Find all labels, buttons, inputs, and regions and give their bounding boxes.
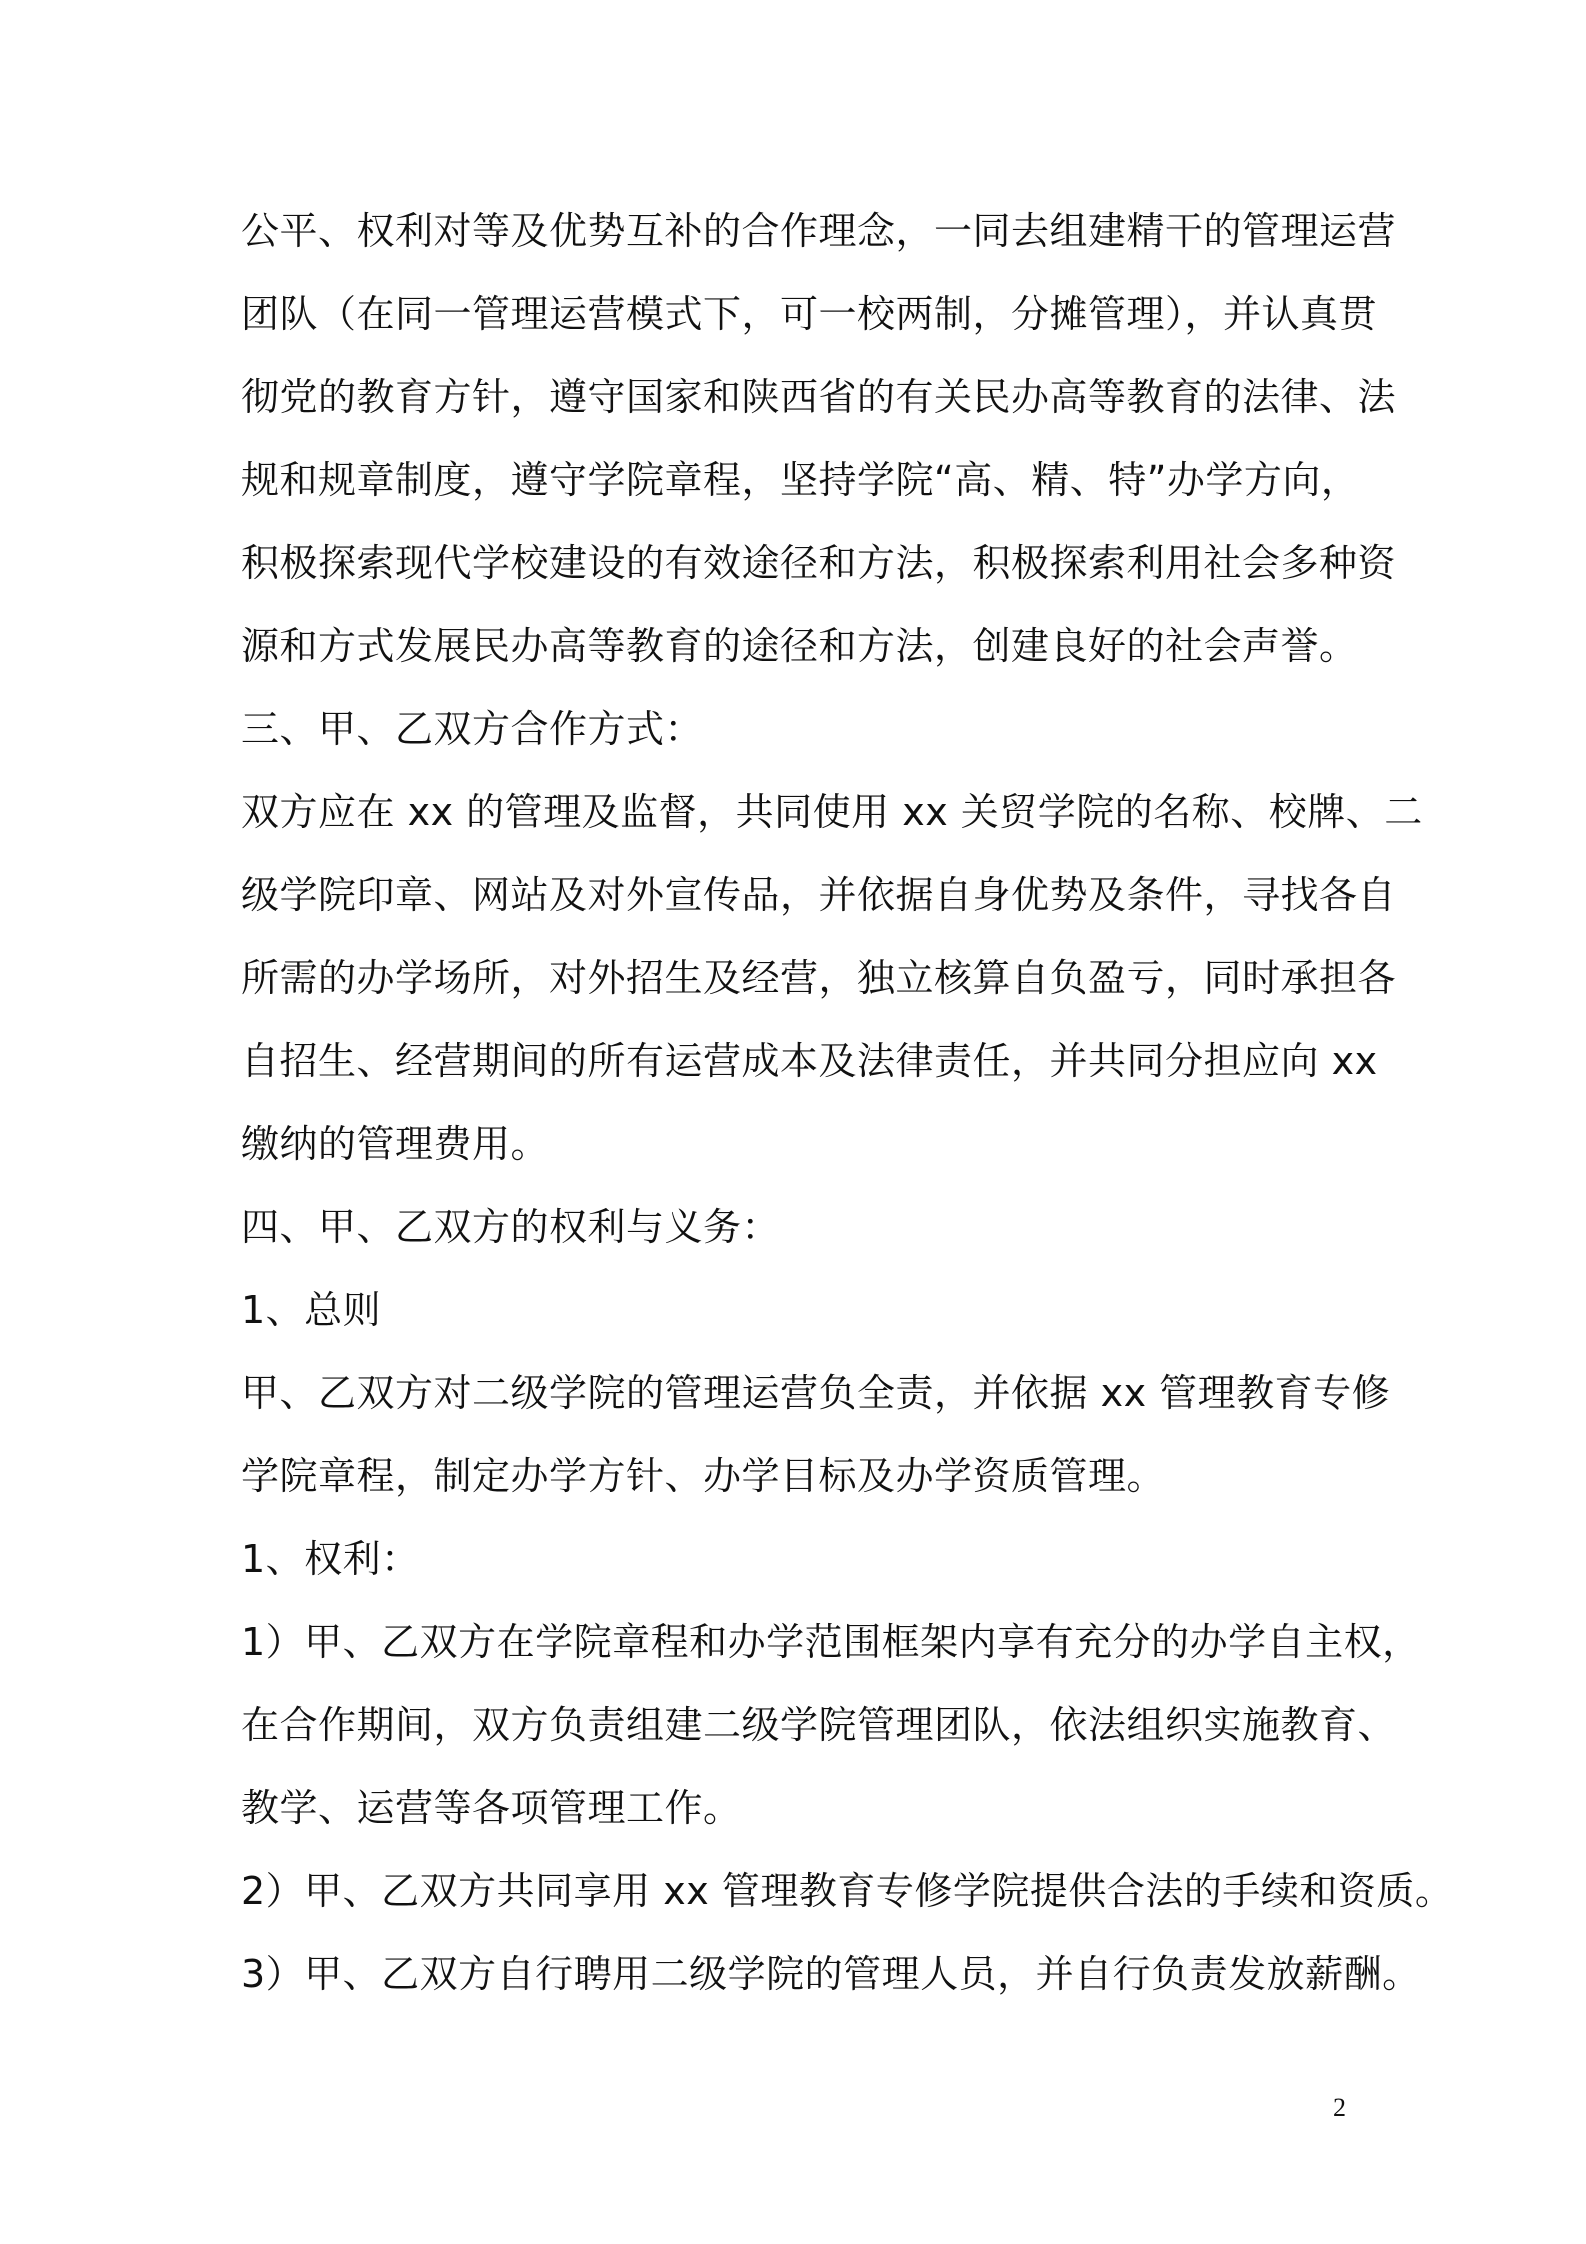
text-line: 甲、乙双方对二级学院的管理运营负全责，并依据 xx 管理教育专修: [241, 1371, 1391, 1415]
section-heading: 三、甲、乙双方合作方式：: [241, 707, 704, 751]
text-line: 所需的办学场所，对外招生及经营，独立核算自负盈亏，同时承担各: [241, 956, 1397, 1000]
text-line: 源和方式发展民办高等教育的途径和方法，创建良好的社会声誉。: [241, 624, 1358, 668]
text-line: 公平、权利对等及优势互补的合作理念，一同去组建精干的管理运营: [241, 209, 1397, 253]
text-line: 彻党的教育方针，遵守国家和陕西省的有关民办高等教育的法律、法: [241, 375, 1397, 419]
page-number: 2: [1333, 2093, 1346, 2122]
text-line: 团队（在同一管理运营模式下，可一校两制，分摊管理），并认真贯: [241, 292, 1378, 336]
text-line: 缴纳的管理费用。: [241, 1122, 550, 1166]
text-line: 教学、运营等各项管理工作。: [241, 1786, 742, 1830]
text-line: 自招生、经营期间的所有运营成本及法律责任，并共同分担应向 xx: [241, 1039, 1378, 1083]
subsection-heading: 1、权利：: [241, 1537, 420, 1581]
text-line: 级学院印章、网站及对外宣传品，并依据自身优势及条件，寻找各自: [241, 873, 1397, 917]
text-line: 双方应在 xx 的管理及监督，共同使用 xx 关贸学院的名称、校牌、二: [241, 790, 1423, 834]
list-item: 1）甲、乙双方在学院章程和办学范围框架内享有充分的办学自主权，: [241, 1620, 1421, 1664]
list-item: 2）甲、乙双方共同享用 xx 管理教育专修学院提供合法的手续和资质。: [241, 1869, 1454, 1913]
section-heading: 四、甲、乙双方的权利与义务：: [241, 1205, 781, 1249]
document-body: [241, 190, 1454, 2016]
list-item: 3）甲、乙双方自行聘用二级学院的管理人员，并自行负责发放薪酬。: [241, 1952, 1421, 1996]
text-line: 规和规章制度，遵守学院章程，坚持学院“高、精、特”办学方向，: [241, 458, 1360, 502]
text-line: 积极探索现代学校建设的有效途径和方法，积极探索利用社会多种资: [241, 541, 1397, 585]
text-line: 在合作期间，双方负责组建二级学院管理团队，依法组织实施教育、: [241, 1703, 1397, 1747]
text-line: 学院章程，制定办学方针、办学目标及办学资质管理。: [241, 1454, 1166, 1498]
subsection-heading: 1、总则: [241, 1288, 382, 1332]
